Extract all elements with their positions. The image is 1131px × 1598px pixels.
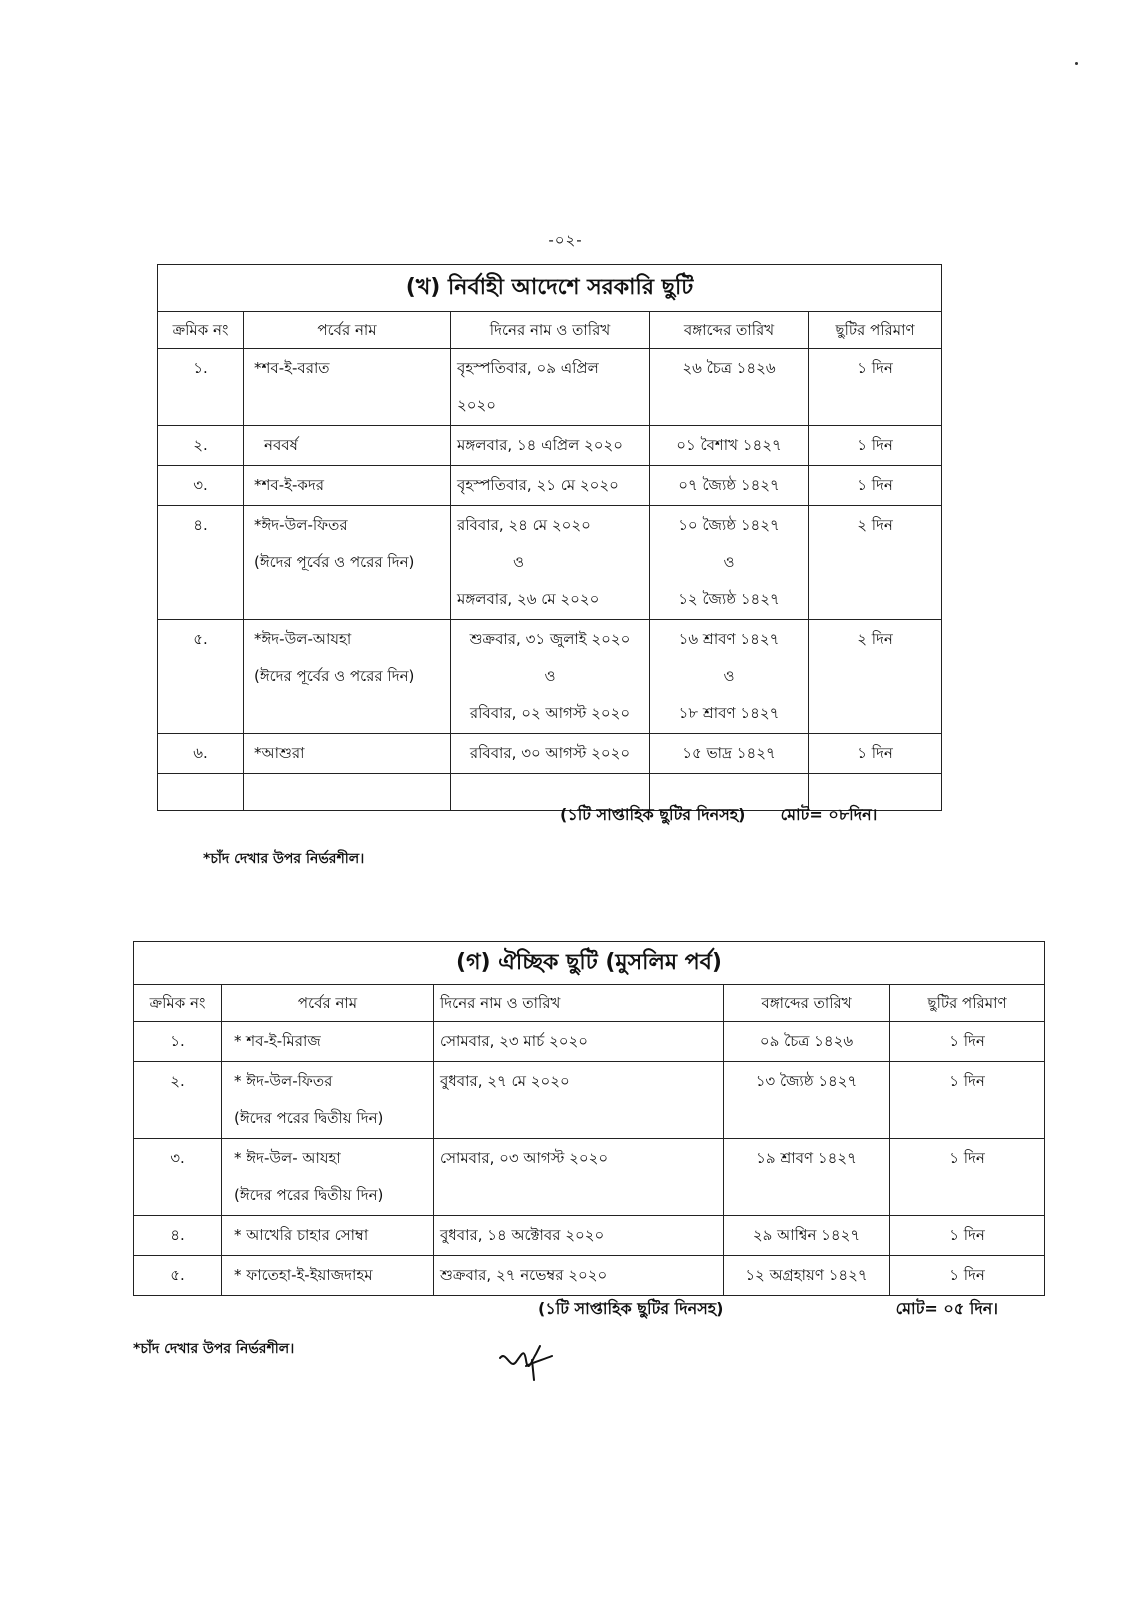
holiday-days-cell: ১ দিন	[890, 1062, 1045, 1139]
day-date-cell: শুক্রবার, ২৭ নভেম্বর ২০২০	[434, 1256, 724, 1296]
header-serial: ক্রমিক নং	[158, 312, 244, 349]
table-row	[158, 620, 942, 734]
bangla-date-cell: ১২ অগ্রহায়ণ ১৪২৭	[724, 1256, 890, 1296]
day-date-cell: সোমবার, ০৩ আগস্ট ২০২০	[434, 1139, 724, 1216]
moon-sighting-footnote: *চাঁদ দেখার উপর নির্ভরশীল।	[203, 851, 365, 867]
holiday-days-cell: ১ দিন	[890, 1022, 1045, 1062]
holiday-days-cell: ১ দিন	[809, 466, 942, 506]
festival-name-cell: * আখেরি চাহার সোম্বা	[222, 1216, 434, 1256]
page-number: -০২-	[548, 231, 583, 249]
serial-cell: ১.	[158, 349, 244, 426]
bangla-date-cell: ২৯ আশ্বিন ১৪২৭	[724, 1216, 890, 1256]
optional-holidays-muslim-table	[133, 941, 1045, 1296]
header-day-date: দিনের নাম ও তারিখ	[451, 312, 650, 349]
table-row	[134, 1022, 1045, 1062]
summary-line-c	[538, 1296, 998, 1323]
header-holiday-days: ছুটির পরিমাণ	[809, 312, 942, 349]
bangla-date-cell: ০১ বৈশাখ ১৪২৭	[650, 426, 809, 466]
summary-total: মোট= ০৮দিন।	[780, 805, 878, 824]
serial-cell: ৬.	[158, 734, 244, 774]
bangla-date-cell: ১৫ ভাদ্র ১৪২৭	[650, 734, 809, 774]
executive-order-holidays-table	[157, 264, 942, 811]
header-festival-name: পর্বের নাম	[244, 312, 451, 349]
summary-note: (১টি সাপ্তাহিক ছুটির দিনসহ)	[538, 1299, 724, 1318]
holiday-days-cell: ২ দিন	[809, 506, 942, 620]
day-date-cell: মঙ্গলবার, ১৪ এপ্রিল ২০২০	[451, 426, 650, 466]
header-holiday-days: ছুটির পরিমাণ	[890, 985, 1045, 1022]
day-date-cell: সোমবার, ২৩ মার্চ ২০২০	[434, 1022, 724, 1062]
serial-cell: ১.	[134, 1022, 222, 1062]
table-row	[158, 349, 942, 426]
bangla-date-cell: ০৭ জ্যৈষ্ঠ ১৪২৭	[650, 466, 809, 506]
header-day-date: দিনের নাম ও তারিখ	[434, 985, 724, 1022]
table-row	[158, 506, 942, 620]
table-row	[134, 1216, 1045, 1256]
table-row	[158, 466, 942, 506]
scan-dot	[1075, 62, 1078, 65]
festival-name-cell: * ফাতেহা-ই-ইয়াজদাহম	[222, 1256, 434, 1296]
table-row	[134, 1139, 1045, 1216]
table-title: (খ) নির্বাহী আদেশে সরকারি ছুটি	[158, 265, 942, 312]
festival-name-cell: *শব-ই-বরাত	[244, 349, 451, 426]
day-date-cell: বুধবার, ২৭ মে ২০২০	[434, 1062, 724, 1139]
table-row	[158, 426, 942, 466]
day-date-cell: রবিবার, ৩০ আগস্ট ২০২০	[451, 734, 650, 774]
serial-cell: ৪.	[158, 506, 244, 620]
summary-line-b	[560, 802, 877, 829]
festival-name-cell: নববর্ষ	[244, 426, 451, 466]
festival-name-cell: * ঈদ-উল-ফিতর (ঈদের পরের দ্বিতীয় দিন)	[222, 1062, 434, 1139]
table-row	[134, 1062, 1045, 1139]
bangla-date-cell: ১৩ জ্যৈষ্ঠ ১৪২৭	[724, 1062, 890, 1139]
header-festival-name: পর্বের নাম	[222, 985, 434, 1022]
serial-cell: ২.	[134, 1062, 222, 1139]
festival-name-cell: *ঈদ-উল-আযহা (ঈদের পূর্বের ও পরের দিন)	[244, 620, 451, 734]
bangla-date-cell: ০৯ চৈত্র ১৪২৬	[724, 1022, 890, 1062]
bangla-date-cell: ২৬ চৈত্র ১৪২৬	[650, 349, 809, 426]
holiday-days-cell: ১ দিন	[890, 1216, 1045, 1256]
serial-cell: ৩.	[158, 466, 244, 506]
festival-name-cell: *শব-ই-কদর	[244, 466, 451, 506]
holiday-days-cell: ১ দিন	[890, 1139, 1045, 1216]
bangla-date-cell: ১০ জ্যৈষ্ঠ ১৪২৭ ও ১২ জ্যৈষ্ঠ ১৪২৭	[650, 506, 809, 620]
serial-cell: ৪.	[134, 1216, 222, 1256]
header-bangla-date: বঙ্গাব্দের তারিখ	[724, 985, 890, 1022]
summary-note: (১টি সাপ্তাহিক ছুটির দিনসহ)	[560, 805, 746, 824]
festival-name-cell: *ঈদ-উল-ফিতর (ঈদের পূর্বের ও পরের দিন)	[244, 506, 451, 620]
holiday-days-cell: ২ দিন	[809, 620, 942, 734]
day-date-cell: বৃহস্পতিবার, ২১ মে ২০২০	[451, 466, 650, 506]
day-date-cell: বুধবার, ১৪ অক্টোবর ২০২০	[434, 1216, 724, 1256]
serial-cell: ৫.	[158, 620, 244, 734]
bangla-date-cell: ১৬ শ্রাবণ ১৪২৭ ও ১৮ শ্রাবণ ১৪২৭	[650, 620, 809, 734]
table-title: (গ) ঐচ্ছিক ছুটি (মুসলিম পর্ব)	[134, 942, 1045, 985]
holiday-days-cell: ১ দিন	[809, 734, 942, 774]
header-bangla-date: বঙ্গাব্দের তারিখ	[650, 312, 809, 349]
serial-cell: ৫.	[134, 1256, 222, 1296]
festival-name-cell: *আশুরা	[244, 734, 451, 774]
serial-cell: ৩.	[134, 1139, 222, 1216]
table-row	[134, 1256, 1045, 1296]
holiday-days-cell: ১ দিন	[890, 1256, 1045, 1296]
holiday-days-cell: ১ দিন	[809, 349, 942, 426]
moon-sighting-footnote: *চাঁদ দেখার উপর নির্ভরশীল।	[133, 1341, 295, 1357]
bangla-date-cell: ১৯ শ্রাবণ ১৪২৭	[724, 1139, 890, 1216]
day-date-cell: বৃহস্পতিবার, ০৯ এপ্রিল ২০২০	[451, 349, 650, 426]
holiday-days-cell: ১ দিন	[809, 426, 942, 466]
serial-cell: ২.	[158, 426, 244, 466]
summary-total: মোট= ০৫ দিন।	[895, 1299, 998, 1318]
signature-image	[496, 1340, 556, 1384]
day-date-cell: শুক্রবার, ৩১ জুলাই ২০২০ ও রবিবার, ০২ আগস্ট ২০২০	[451, 620, 650, 734]
table-row	[158, 734, 942, 774]
header-serial: ক্রমিক নং	[134, 985, 222, 1022]
day-date-cell: রবিবার, ২৪ মে ২০২০ ও মঙ্গলবার, ২৬ মে ২০২০	[451, 506, 650, 620]
festival-name-cell: * ঈদ-উল- আযহা (ঈদের পরের দ্বিতীয় দিন)	[222, 1139, 434, 1216]
festival-name-cell: * শব-ই-মিরাজ	[222, 1022, 434, 1062]
